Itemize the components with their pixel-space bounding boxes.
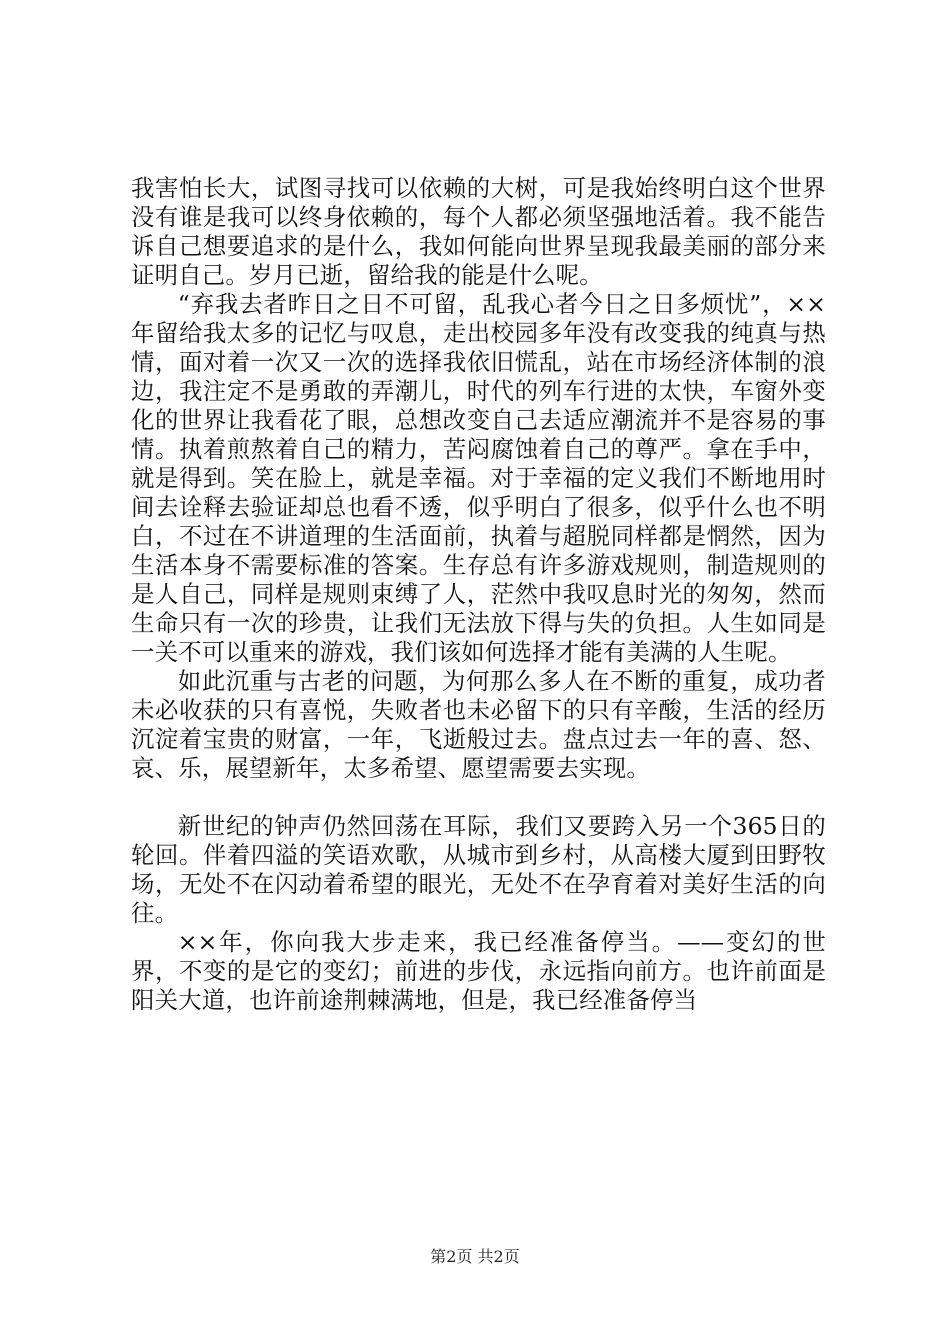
paragraph-4: 新世纪的钟声仍然回荡在耳际，我们又要跨入另一个365日的轮回。伴着四溢的笑语欢歌，从城市到乡村，从高楼大厦到田野牧场，无处不在闪动着希望的眼光，无处不在孕育着对美好生活的向往。 [131,812,826,927]
paragraph-1: 我害怕长大，试图寻找可以依赖的大树，可是我始终明白这个世界没有谁是我可以终身依赖的，每个人都必须坚强地活着。我不能告诉自己想要追求的是什么，我如何能向世界呈现我最美丽的部分来证明自己。岁月已逝，留给我的能是什么呢。 [131,174,826,289]
paragraph-5: ××年，你向我大步走来，我已经准备停当。——变幻的世界，不变的是它的变幻；前进的步伐，永远指向前方。也许前面是阳关大道，也许前途荆棘满地，但是，我已经准备停当 [131,928,826,1014]
page-footer: 第2页 共2页 [430,1247,520,1266]
document-body [131,174,826,1015]
paragraph-3: 如此沉重与古老的问题，为何那么多人在不断的重复，成功者未必收获的只有喜悦，失败者也未必留下的只有辛酸，生活的经历沉淀着宝贵的财富，一年，飞逝般过去。盘点过去一年的喜、怒、哀、乐，展望新年，太多希望、愿望需要去实现。 [131,667,826,782]
paragraph-2: “弃我去者昨日之日不可留，乱我心者今日之日多烦忧”，××年留给我太多的记忆与叹息，走出校园多年没有改变我的纯真与热情，面对着一次又一次的选择我依旧慌乱，站在市场经济体制的浪边，我注定不是勇敢的弄潮儿，时代的列车行进的太快，车窗外变化的世界让我看花了眼，总想改变自己去适应潮流并不是容易的事情。执着煎熬着自己的精力，苦闷腐蚀着自己的尊严。拿在手中，就是得到。笑在脸上，就是幸福。对于幸福的定义我们不断地用时间去诠释去验证却总也看不透，似乎明白了很多，似乎什么也不明白，不过在不讲道理的生活面前，执着与超脱同样都是惘然，因为生活本身不需要标准的答案。生存总有许多游戏规则，制造规则的是人自己，同样是规则束缚了人，茫然中我叹息时光的匆匆，然而生命只有一次的珍贵，让我们无法放下得与失的负担。人生如同是一关不可以重来的游戏，我们该如何选择才能有美满的人生呢。 [131,290,826,666]
blank-line [131,783,826,812]
